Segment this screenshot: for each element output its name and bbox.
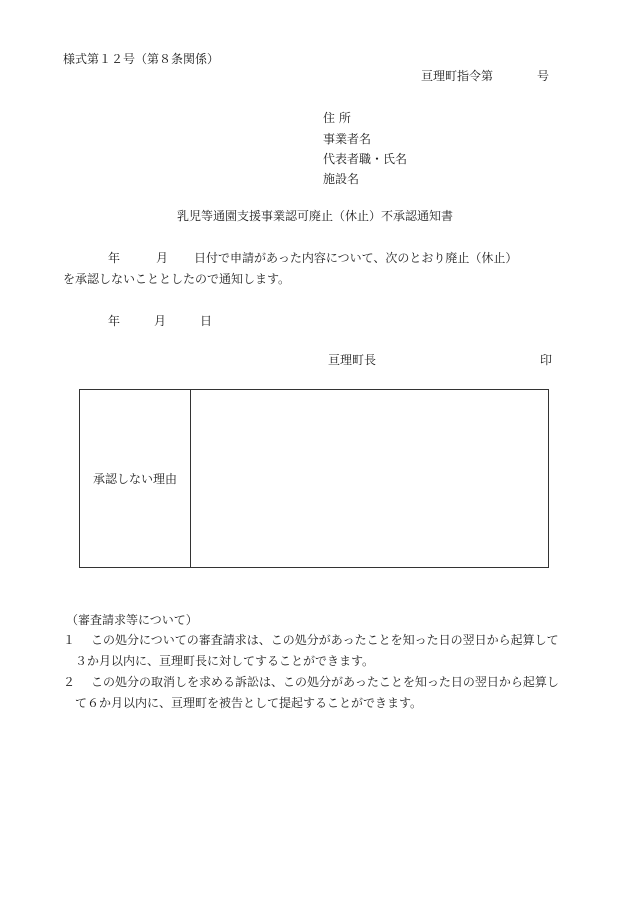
date-year: 年 — [108, 314, 121, 328]
note-number: １ — [63, 633, 76, 647]
body-text-line1 — [108, 252, 564, 264]
notice-date — [108, 315, 212, 327]
appeal-note-1 — [63, 630, 563, 672]
directive-number — [421, 70, 549, 82]
business-name-label: 事業者名 — [323, 132, 372, 146]
note-number: ２ — [63, 675, 76, 689]
directive-prefix: 亘理町指令第 — [421, 69, 494, 83]
reason-label-cell — [80, 390, 191, 567]
form-number-label: 様式第１２号（第８条関係） — [63, 52, 220, 66]
reason-table — [79, 389, 549, 568]
body-text-rest: 日付で申請があった内容について、次のとおり廃止（休止） — [194, 251, 518, 265]
reason-label: 承認しない理由 — [92, 471, 177, 486]
body-year: 年 — [108, 251, 121, 265]
note-text: この処分についての審査請求は、この処分があったことを知った日の翌日から起算して３か月以内に、亘理町長に対してすることができます。 — [75, 633, 559, 668]
directive-suffix: 号 — [537, 69, 550, 83]
representative-label: 代表者職・氏名 — [323, 152, 408, 166]
reason-value-cell — [191, 390, 548, 567]
document-title: 乳児等通園支援事業認可廃止（休止）不承認通知書 — [176, 209, 453, 223]
body-text-line2: を承認しないこととしたので通知します。 — [63, 272, 291, 286]
address-label: 住 所 — [323, 111, 351, 125]
date-month: 月 — [154, 314, 167, 328]
note-text: この処分の取消しを求める訴訟は、この処分があったことを知った日の翌日から起算して６か月以内に、亘理町を被告として提起することができます。 — [75, 675, 559, 710]
body-month: 月 — [156, 251, 169, 265]
appeal-note-2 — [63, 672, 563, 714]
seal-mark: 印 — [540, 353, 553, 367]
facility-name-label: 施設名 — [323, 172, 360, 186]
appeal-heading: （審査請求等について） — [66, 613, 198, 627]
mayor-signature: 亘理町長 — [328, 353, 377, 367]
date-day: 日 — [200, 314, 213, 328]
